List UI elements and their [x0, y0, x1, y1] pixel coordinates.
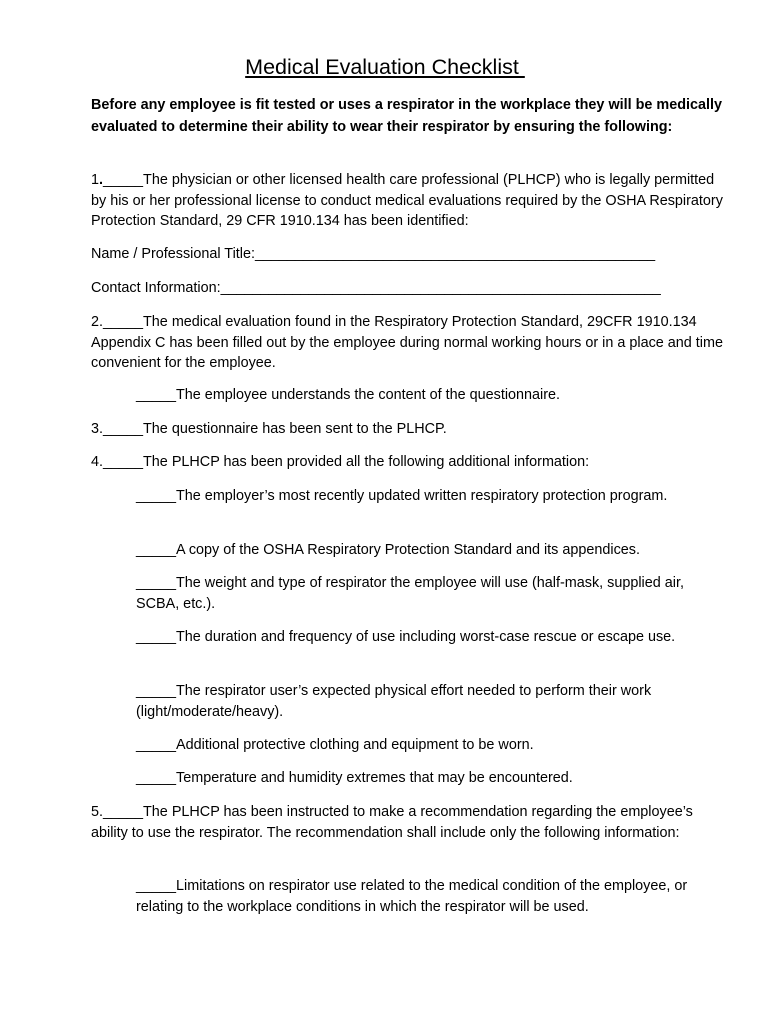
- item-4-subitem-program: _____The employer’s most recently updated written respiratory protection program.: [136, 488, 668, 504]
- name-title-field[interactable]: Name / Professional Title:__________________________________________________: [91, 246, 656, 262]
- contact-info-field[interactable]: Contact Information:_______________________________________________________: [91, 280, 661, 296]
- item-5-subitem: _____Limitations on respirator use related to the medical condition of the employee, or relating to the workplace conditions in which the respirator will be used.: [136, 878, 688, 915]
- item-4-subitem-temperature: _____Temperature and humidity extremes that may be encountered.: [136, 770, 573, 786]
- item-4-subitem-respirator-type: _____The weight and type of respirator the employee will use (half-mask, supplied air, SCBA, etc.).: [136, 575, 684, 612]
- item-1-number: 1: [91, 172, 100, 188]
- item-2-subitem: _____The employee understands the content of the questionnaire.: [136, 387, 561, 403]
- item-4-subitem-standard: _____A copy of the OSHA Respiratory Protection Standard and its appendices.: [136, 542, 640, 558]
- checklist-item-4: 4._____The PLHCP has been provided all the following additional information:: [91, 454, 590, 470]
- checklist-item-2: 2._____The medical evaluation found in the Respiratory Protection Standard, 29CFR 1910.134 Appendix C has been filled out by the employee during normal working hours or in a place and time convenient for the employee.: [91, 314, 723, 371]
- checklist-item-3: 3._____The questionnaire has been sent to the PLHCP.: [91, 421, 447, 437]
- page-title: Medical Evaluation Checklist: [245, 55, 525, 79]
- item-1-dot: .: [99, 172, 104, 188]
- checklist-item-1: [91, 170, 731, 232]
- item-1-text: _____The physician or other licensed health care professional (PLHCP) who is legally permitted by his or her professional license to conduct medical evaluations required by the OSHA Respiratory Protection Standard, 29 CFR 1910.134 has been identified:: [91, 172, 723, 229]
- intro-paragraph: Before any employee is fit tested or uses a respirator in the workplace they will be medically evaluated to determine their ability to wear their respirator by ensuring the following:: [91, 97, 723, 135]
- checklist-item-5: 5._____The PLHCP has been instructed to make a recommendation regarding the employee’s ability to use the respirator. The recommendation shall include only the following information:: [91, 804, 693, 841]
- item-4-subitem-clothing: _____Additional protective clothing and equipment to be worn.: [136, 737, 534, 753]
- item-4-subitem-duration: _____The duration and frequency of use including worst-case rescue or escape use.: [136, 629, 676, 645]
- item-4-subitem-physical-effort: _____The respirator user’s expected physical effort needed to perform their work (light/moderate/heavy).: [136, 683, 652, 720]
